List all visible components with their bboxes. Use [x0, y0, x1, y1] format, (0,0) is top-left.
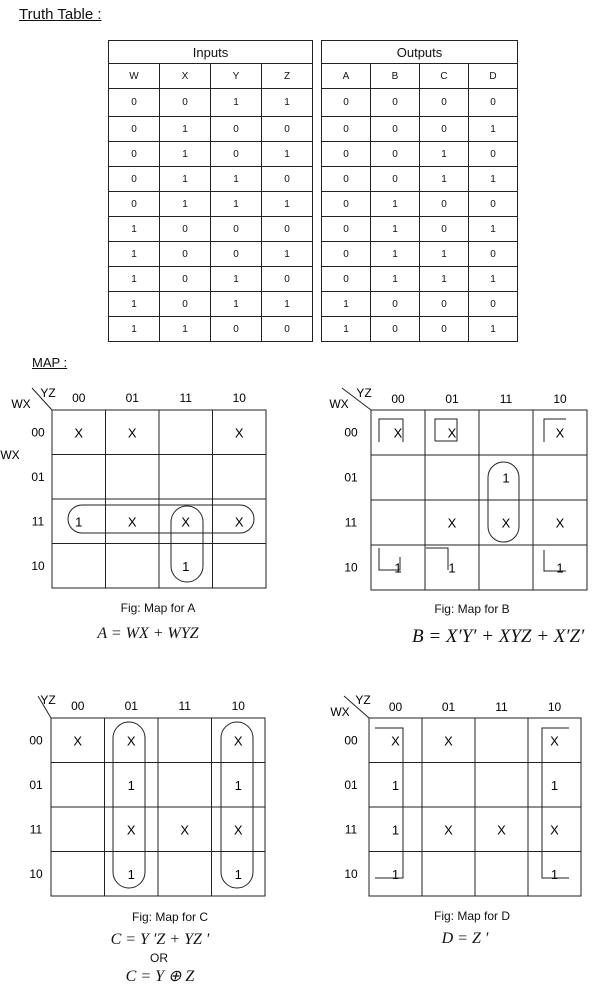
bracket-col-10 — [542, 728, 569, 878]
cell-value: 1 — [391, 866, 400, 882]
table-cell: 0 — [469, 242, 518, 267]
cell-value: X — [497, 822, 506, 838]
col-label: 01 — [445, 392, 459, 406]
yz-label: YZ — [40, 693, 56, 707]
caption-map-b: Fig: Map for B — [434, 602, 510, 616]
table-cell: 1 — [322, 292, 371, 317]
outputs-header: Outputs — [322, 41, 518, 64]
table-cell: 0 — [420, 217, 469, 242]
cell-value: 1 — [502, 470, 510, 486]
col-label: 00 — [71, 699, 85, 713]
table-cell: 1 — [109, 242, 160, 267]
cell-value: 1 — [234, 777, 242, 793]
col-label: 00 — [391, 392, 405, 406]
table-row — [109, 142, 518, 167]
wx-label: WX — [330, 705, 350, 719]
table-cell: 0 — [322, 89, 371, 117]
table-row — [109, 317, 518, 342]
table-divider — [313, 317, 322, 342]
table-cell: 0 — [262, 117, 313, 142]
cell-value: 1 — [391, 822, 400, 838]
table-cell: 0 — [469, 142, 518, 167]
table-cell: 0 — [322, 167, 371, 192]
cell-value: X — [555, 515, 565, 531]
truth-table-title: Truth Table : — [19, 6, 102, 23]
cell-value: X — [555, 425, 565, 441]
row-label: 11 — [29, 822, 43, 837]
caption-map-c: Fig: Map for C — [131, 910, 209, 924]
wx-label: WX — [11, 397, 31, 411]
kmap-d — [320, 688, 601, 903]
cell-value: 1 — [448, 560, 456, 576]
cell-value: X — [501, 515, 511, 531]
row-label: 00 — [29, 733, 43, 748]
cell-value: 1 — [556, 560, 564, 576]
equation-c-or: OR — [150, 951, 168, 965]
col-label: 01 — [124, 699, 138, 713]
cell-value: X — [393, 425, 403, 441]
col-label: 10 — [232, 391, 246, 405]
yz-label: YZ — [355, 693, 371, 707]
table-cell: 0 — [322, 217, 371, 242]
table-cell: 1 — [420, 142, 469, 167]
row-label: 10 — [29, 866, 43, 881]
table-cell: 1 — [469, 117, 518, 142]
table-cell: 1 — [160, 117, 211, 142]
wx-label: WX — [329, 397, 349, 411]
yz-label: YZ — [40, 386, 56, 400]
cell-value: X — [181, 514, 191, 530]
cell-value: X — [74, 425, 84, 441]
col-label: 11 — [179, 391, 192, 405]
row-label: 01 — [344, 470, 358, 485]
table-cell: 0 — [262, 217, 313, 242]
table-cell: 1 — [469, 267, 518, 292]
col-header-x: X — [160, 64, 211, 89]
table-row — [109, 117, 518, 142]
col-label: 10 — [547, 700, 562, 714]
cell-value: X — [444, 733, 453, 749]
col-label: 10 — [553, 392, 567, 406]
cell-value: X — [180, 822, 190, 838]
row-label: 10 — [344, 560, 358, 575]
col-header-d: D — [469, 64, 518, 89]
kmap-c — [0, 688, 300, 903]
table-cell: 1 — [322, 317, 371, 342]
cell-value: X — [447, 425, 457, 441]
cell-value: 1 — [182, 558, 190, 574]
table-cell: 0 — [469, 192, 518, 217]
table-cell: 1 — [420, 242, 469, 267]
table-divider — [313, 117, 322, 142]
row-label: 00 — [344, 733, 358, 748]
cell-value: 1 — [394, 560, 402, 576]
cell-value: X — [73, 733, 83, 749]
table-cell: 0 — [262, 317, 313, 342]
table-row — [109, 217, 518, 242]
col-header-w: W — [109, 64, 160, 89]
table-cell: 0 — [420, 292, 469, 317]
table-cell: 1 — [262, 142, 313, 167]
wx-label: WX — [0, 448, 20, 462]
equation-c: C = Y ′Z + YZ ′ — [110, 931, 210, 948]
table-cell: 0 — [371, 167, 420, 192]
bracket-col-00 — [375, 728, 403, 878]
table-divider — [313, 41, 322, 89]
table-cell: 1 — [109, 292, 160, 317]
table-divider — [313, 242, 322, 267]
cell-value: X — [233, 733, 243, 749]
table-cell: 1 — [420, 267, 469, 292]
bracket-bottom — [426, 548, 448, 570]
table-cell: 1 — [262, 242, 313, 267]
table-divider — [313, 142, 322, 167]
table-cell: 0 — [160, 242, 211, 267]
table-cell: 0 — [420, 192, 469, 217]
table-cell: 1 — [371, 217, 420, 242]
cell-value: 1 — [127, 866, 135, 882]
table-cell: 1 — [160, 167, 211, 192]
inputs-header: Inputs — [109, 41, 313, 64]
cell-value: X — [126, 733, 136, 749]
table-cell: 0 — [371, 292, 420, 317]
col-header-z: Z — [262, 64, 313, 89]
table-row — [109, 242, 518, 267]
table-cell: 0 — [211, 117, 262, 142]
table-cell: 0 — [371, 317, 420, 342]
row-label: 01 — [31, 469, 45, 484]
row-label: 00 — [344, 425, 358, 440]
table-cell: 0 — [322, 117, 371, 142]
caption-map-a: Fig: Map for A — [120, 601, 196, 615]
table-cell: 1 — [160, 142, 211, 167]
table-cell: 1 — [262, 292, 313, 317]
cell-value: X — [550, 733, 559, 749]
table-cell: 0 — [322, 267, 371, 292]
table-cell: 0 — [371, 117, 420, 142]
table-divider — [313, 292, 322, 317]
cell-value: 1 — [550, 866, 559, 882]
cell-value: X — [391, 733, 400, 749]
col-label: 00 — [388, 700, 403, 714]
table-row — [109, 292, 518, 317]
loop-row-11 — [68, 505, 254, 533]
table-divider — [313, 89, 322, 117]
cell-value: 1 — [75, 514, 83, 530]
table-cell: 0 — [160, 217, 211, 242]
table-cell: 1 — [371, 242, 420, 267]
table-cell: 1 — [211, 167, 262, 192]
equation-a: A = WX + WYZ — [97, 625, 199, 642]
cell-value: 1 — [550, 777, 559, 793]
table-cell: 1 — [109, 267, 160, 292]
table-row — [109, 89, 518, 117]
table-cell: 0 — [262, 267, 313, 292]
col-label: 01 — [125, 391, 139, 405]
table-cell: 0 — [211, 317, 262, 342]
col-label: 11 — [499, 392, 513, 406]
cell-value: 1 — [234, 866, 242, 882]
cell-value: X — [127, 425, 137, 441]
cell-value: 1 — [391, 777, 400, 793]
table-cell: 0 — [160, 267, 211, 292]
row-label: 00 — [31, 425, 45, 440]
row-label: 11 — [344, 515, 358, 530]
cell-value: X — [234, 514, 244, 530]
table-cell: 0 — [469, 89, 518, 117]
table-cell: 1 — [211, 267, 262, 292]
table-cell: 1 — [109, 217, 160, 242]
cell-value: X — [447, 515, 457, 531]
col-header-b: B — [371, 64, 420, 89]
equation-b: B = X′Y′ + XYZ + X′Z′ — [412, 626, 585, 647]
table-cell: 0 — [371, 142, 420, 167]
table-divider — [313, 267, 322, 292]
cell-value: X — [234, 425, 244, 441]
table-cell: 1 — [211, 89, 262, 117]
table-cell: 1 — [469, 317, 518, 342]
table-cell: 1 — [371, 267, 420, 292]
kmap-b — [320, 380, 601, 595]
equation-c-alt: C = Y ⊕ Z — [125, 968, 195, 985]
table-cell: 0 — [322, 192, 371, 217]
table-divider — [313, 217, 322, 242]
table-cell: 0 — [262, 167, 313, 192]
row-label: 10 — [31, 558, 45, 573]
cell-value: X — [233, 822, 243, 838]
col-label: 01 — [441, 700, 456, 714]
cell-value: X — [550, 822, 559, 838]
table-cell: 1 — [469, 167, 518, 192]
table-cell: 1 — [109, 317, 160, 342]
table-divider — [313, 192, 322, 217]
row-label: 11 — [344, 822, 358, 837]
table-row — [109, 267, 518, 292]
table-cell: 0 — [109, 167, 160, 192]
table-cell: 0 — [322, 142, 371, 167]
caption-map-d: Fig: Map for D — [433, 909, 511, 923]
table-cell: 0 — [109, 117, 160, 142]
table-cell: 0 — [211, 242, 262, 267]
table-cell: 0 — [420, 89, 469, 117]
table-cell: 1 — [211, 192, 262, 217]
cell-value: X — [127, 514, 137, 530]
cell-value: 1 — [127, 777, 135, 793]
table-row — [109, 167, 518, 192]
table-cell: 0 — [371, 89, 420, 117]
table-cell: 1 — [160, 192, 211, 217]
table-cell: 0 — [160, 292, 211, 317]
kmap-a — [0, 380, 300, 595]
cell-value: X — [444, 822, 453, 838]
col-header-c: C — [420, 64, 469, 89]
table-cell: 1 — [262, 192, 313, 217]
col-label: 10 — [231, 699, 245, 713]
row-label: 10 — [344, 866, 358, 881]
table-cell: 0 — [420, 317, 469, 342]
table-divider — [313, 167, 322, 192]
table-row — [109, 192, 518, 217]
table-cell: 1 — [371, 192, 420, 217]
table-cell: 0 — [211, 142, 262, 167]
table-cell: 0 — [322, 242, 371, 267]
table-cell: 0 — [109, 192, 160, 217]
map-section-title: MAP : — [32, 355, 68, 370]
table-cell: 0 — [109, 142, 160, 167]
col-header-a: A — [322, 64, 371, 89]
row-label: 11 — [31, 514, 45, 529]
table-cell: 0 — [211, 217, 262, 242]
table-cell: 0 — [469, 292, 518, 317]
col-label: 11 — [495, 700, 508, 714]
col-label: 11 — [178, 699, 191, 713]
table-cell: 1 — [420, 167, 469, 192]
table-cell: 1 — [469, 217, 518, 242]
row-label: 01 — [344, 777, 358, 792]
cell-value: X — [126, 822, 136, 838]
col-label: 00 — [72, 391, 86, 405]
truth-table — [108, 40, 518, 342]
table-cell: 0 — [160, 89, 211, 117]
yz-label: YZ — [356, 386, 372, 400]
table-cell: 1 — [160, 317, 211, 342]
row-label: 01 — [29, 777, 43, 792]
table-cell: 0 — [420, 117, 469, 142]
equation-d: D = Z ′ — [441, 930, 489, 947]
col-header-y: Y — [211, 64, 262, 89]
table-cell: 1 — [262, 89, 313, 117]
table-cell: 1 — [211, 292, 262, 317]
table-cell: 0 — [109, 89, 160, 117]
